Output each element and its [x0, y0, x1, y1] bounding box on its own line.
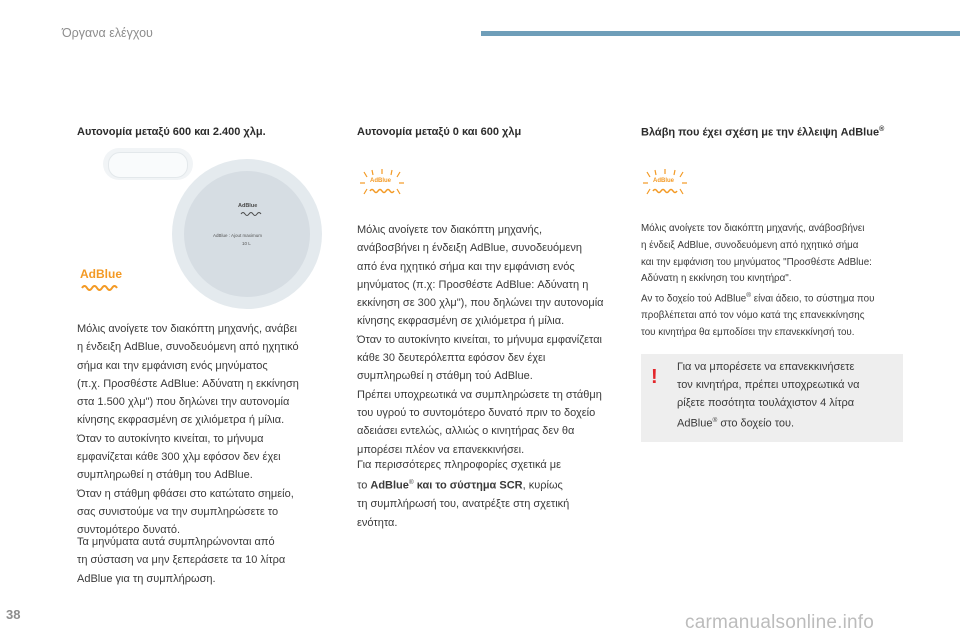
adblue-ref: AdBlue — [370, 479, 409, 492]
col2-more-info: Για περισσότερες πληροφορίες σχετικά με το AdBlue® και το σύστημα SCR, κυρίως τη συμπλήρωσή του, ανατρέξτε στη σχετική ενότητα. — [357, 459, 570, 529]
dial-adblue-logo: AdBlue — [238, 203, 258, 209]
warning-exclamation-icon: ! — [651, 366, 658, 388]
adblue-wave-icon — [81, 283, 121, 291]
col1-note: Τα μηνύματα αυτά συμπληρώνονται από τη σύσταση να μην ξεπεράσετε τα 10 λίτρα AdBlue για τη συμπλήρωση. — [77, 536, 286, 585]
watermark: carmanualsonline.info — [685, 612, 875, 633]
dial-message: AdBlue : Ajout maximum — [213, 233, 263, 238]
col2-title: Αυτονομία μεταξύ 0 και 600 χλμ — [357, 126, 522, 138]
scr-ref: και το σύστημα SCR — [413, 479, 523, 492]
col3-paragraph: Μόλις ανοίγετε τον διακόπτη μηχανής, ανάβοσβήνει η ένδειξ AdBlue, συνοδευόμενη από ηχητικό σήμα και την εμφάνιση του μηνύματος "Προσθέστε AdBlue: Αδύνατη η εκκίνηση του κινητήρα". Αν το δοχείο τού AdBlue® είναι άδειο, το σύστημα που προβλέπεται από τον νόμο κατά της επανεκκίνησης του κινητήρα θα εμποδίσει την επανεκκίνησή του. — [641, 223, 875, 339]
cluster-pill — [108, 152, 188, 178]
lamp-label: AdBlue — [653, 178, 674, 184]
section-title: Όργανα ελέγχου — [62, 26, 153, 40]
col3-title: Βλάβη που έχει σχέση με την έλλειψη AdBlue® — [641, 126, 885, 139]
dial-wave-icon — [240, 211, 262, 216]
dial-message-volume: 10 L — [242, 241, 251, 246]
adblue-logo: AdBlue — [80, 267, 122, 281]
header-bar — [481, 31, 960, 36]
adblue-flashing-lamp-icon — [358, 168, 406, 198]
adblue-fault-lamp-icon — [641, 168, 689, 198]
col2-more-info-line1: Για περισσότερες πληροφορίες σχετικά με — [357, 459, 562, 471]
col2-paragraph: Μόλις ανοίγετε τον διακόπτη μηχανής, ανάβοσβήνει η ένδειξη AdBlue, συνοδευόμενη από ένα ηχητικό σήμα και την εμφάνιση ενός μηνύματος (π.χ: Προσθέστε AdBlue: Αδύνατη η εκκίνηση σε 300 χλμ"), που δηλώνει την αυτονομία κίνησης εκφρασμένη σε χιλιόμετρα ή μίλια. Όταν το αυτοκίνητο κινείται, το μήνυμα εμφανίζεται κάθε 30 δευτερόλεπτα εφόσον δεν έχει συμπληρωθεί η στάθμη τού AdBlue. Πρέπει υποχρεωτικά να συμπληρώσετε τη στάθμη του υγρού το συντομότερο δυνατό πριν το δοχείο αδειάσει εντελώς, αλλιώς ο κινητήρας δεν θα μπορέσει πλέον να επανεκκινήσει. — [357, 224, 604, 456]
warning-text: Για να μπορέσετε να επανεκκινήσετε τον κινητήρα, πρέπει υποχρεωτικά να ρίξετε ποσότητα τουλάχιστον 4 λίτρα AdBlue® στο δοχείο του. — [677, 361, 860, 430]
lamp-label: AdBlue — [370, 178, 391, 184]
page-number: 38 — [6, 607, 21, 622]
col1-paragraph: Μόλις ανοίγετε τον διακόπτη μηχανής, ανάβει η ένδειξη AdBlue, συνοδευόμενη από ηχητικό σήμα και την εμφάνιση ενός μηνύματος (π.χ. Προσθέστε AdBlue: Αδύνατη η εκκίνηση στα 1.500 χλμ") που δηλώνει την αυτονομία κίνησης εκφρασμένη σε χιλιόμετρα ή μίλια. Όταν το αυτοκίνητο κινείται, το μήνυμα εμφανίζεται κάθε 300 χλμ εφόσον δεν έχει συμπληρωθεί η στάθμη του AdBlue. Όταν η στάθμη φθάσει στο κατώτατο σημείο, σας συνιστούμε να την συμπληρώσετε το συντομότερο δυνατό. — [77, 323, 299, 537]
col1-title: Αυτονομία μεταξύ 600 και 2.400 χλμ. — [77, 126, 266, 138]
